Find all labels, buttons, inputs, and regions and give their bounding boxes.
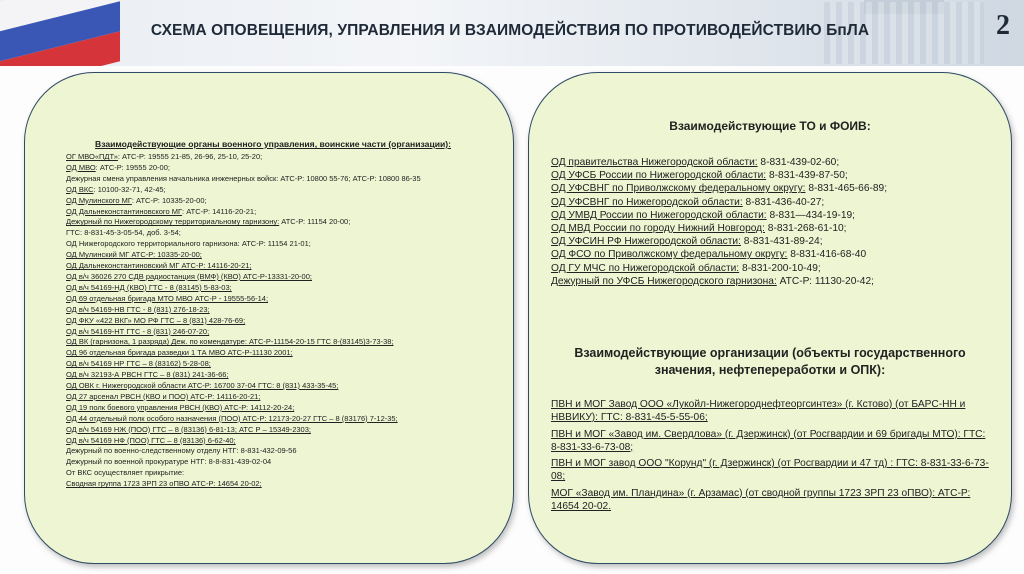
contact-line (66, 348, 506, 359)
contact-name: ОД Мулинский МГ АТС-Р: 10335-20-00; (66, 250, 202, 260)
contact-line (66, 294, 506, 305)
agency-contact (551, 209, 1001, 222)
agency-phone: 8-831-431-89-24; (740, 236, 823, 248)
agency-phone: 8-831-200-10-49; (739, 262, 821, 274)
contact-line (66, 217, 506, 228)
organization-entry: МОГ «Завод им. Пландина» (г. Арзамас) (от сводной группы 1723 ЗРП 23 оПВО): АТС-Р: 14654 20-02. (551, 487, 971, 512)
agency-name: ОД МВД России по городу Нижний Новгород: (551, 223, 765, 235)
contact-line (66, 261, 506, 272)
contact-details: ОД Нижегородского территориального гарнизона: АТС-Р: 11154 21-01; (66, 239, 311, 249)
contact-line (66, 468, 506, 479)
contact-line (66, 327, 506, 338)
military-contacts-panel (24, 72, 514, 564)
contact-line (66, 185, 506, 196)
contact-line (66, 239, 506, 250)
agency-phone: 8-831-465-66-89; (805, 183, 888, 195)
agency-contact (551, 248, 1001, 261)
contact-line (66, 436, 506, 447)
contact-details: : 10100-32-71, 42-45; (93, 184, 166, 194)
contact-name: ОД 44 отдельный полк особого назначения (ПОО) АТС-Р: 12173-20-27 ГТС – 8 (83176) 7-12-35; (66, 413, 398, 423)
contact-line (66, 228, 506, 239)
contact-name: Сводная группа 1723 ЗРП 23 оПВО АТС-Р: 14654 20-02; (66, 479, 262, 489)
contact-line (66, 403, 506, 414)
agency-name: ОД УФСИН РФ Нижегородской области: (551, 236, 741, 248)
contact-line (66, 250, 506, 261)
contact-line (66, 196, 506, 207)
contact-name: ОД в/ч 32193-А РВСН ГТС – 8 (831) 241-36-66; (66, 370, 229, 380)
contact-name: ОД в/ч 54169-НД (КВО) ГТС - 8 (83145) 5-83-03; (66, 282, 232, 292)
contact-line (66, 152, 506, 163)
contact-details: Дежурная смена управления начальника инженерных войск: АТС-Р: 10800 55-76; АТС-Р: 10800 86-35 (66, 173, 421, 183)
contact-line (66, 457, 506, 468)
contact-name: ОД в/ч 54169 НФ (ПОО) ГТС – 8 (83136) 6-62-40; (66, 435, 236, 445)
agency-name: ОД ГУ МЧС по Нижегородской области: (551, 262, 740, 274)
contact-line (66, 174, 506, 185)
agency-phone: 8-831-416-68-40 (787, 249, 867, 261)
contact-details: : АТС-Р: 14116-20-21; (182, 206, 257, 216)
agency-name: ОД УФСВНГ по Нижегородской области: (551, 196, 743, 208)
agency-contact (551, 235, 1001, 248)
contact-name: ОД в/ч 54169-НТ ГТС - 8 (831) 246-07-20; (66, 326, 210, 336)
agencies-contacts-list (551, 156, 1001, 288)
agency-name: Дежурный по УФСБ Нижегородского гарнизона: (551, 275, 777, 287)
contact-line (66, 163, 506, 174)
contact-details: ГТС: 8-831-45-3-05-54, доб. 3-54; (66, 228, 181, 238)
agency-phone: 8-831-439-87-50; (766, 170, 848, 182)
agency-contact (551, 196, 1001, 209)
contact-name: ОД 27 арсенал РВСН (КВО и ПОО) АТС-Р: 14116-20-21; (66, 391, 261, 401)
contact-name: ОД ФКУ «422 ВКГ» МО РФ ГТС – 8 (831) 428-76-69; (66, 315, 246, 325)
slide-header (0, 0, 1024, 66)
contact-name: ОД ВК (гарнизона, 1 разряда) Деж. по комендатуре: АТС-Р-11154-20-15 ГТС 8-(83145)3-73-38; (66, 337, 394, 347)
agency-contact (551, 262, 1001, 275)
contact-line (66, 381, 506, 392)
slide-number: 2 (996, 10, 1010, 41)
agency-name: ОД УФСВНГ по Приволжскому федеральному округу: (551, 183, 806, 195)
agency-contact (551, 182, 1001, 195)
agencies-panel (528, 72, 1012, 564)
contact-details: : АТС-Р: 19555 21-85, 26-96, 25-10, 25-20; (117, 152, 263, 161)
contact-name: ОД Дальнеконстантиновский МГ АТС-Р: 14116-20-21; (66, 261, 252, 271)
contact-details: Дежурный по военно-следственному отделу НТГ: 8-831-432-09-56 (66, 446, 297, 456)
contact-name: Дежурный по Нижегородскому территориальному гарнизону: (66, 217, 280, 227)
contact-line (66, 392, 506, 403)
agency-phone: 8-831-268-61-10; (764, 223, 847, 235)
contact-line (66, 337, 506, 348)
agency-contact (551, 156, 1001, 169)
contact-line (66, 479, 506, 490)
contact-name: ОД 19 полк боевого управления РВСН (КВО) АТС-Р: 14112-20-24; (66, 402, 295, 412)
organization-entry: ПВН и МОГ Завод ООО «Лукойл-Нижегороднефтеоргсинтез» (г. Кстово) (от БАРС-НН и НВВИКУ): ГТС: 8-831-45-5-55-06; (551, 399, 966, 423)
contact-details: АТС-Р: 11154 20-00; (279, 217, 351, 227)
agency-name: ОД ФСО по Приволжскому федеральному округу: (551, 249, 788, 261)
contact-line (66, 305, 506, 316)
contact-line (66, 370, 506, 381)
russian-flag-icon (0, 0, 120, 66)
agencies-heading: Взаимодействующие ТО и ФОИВ: (669, 119, 871, 133)
agency-name: ОД УФСБ России по Нижегородской области: (551, 170, 767, 182)
contact-name: ОД МВО (66, 162, 96, 172)
contact-name: ОД ОВК г. Нижегородской области АТС-Р: 16700 37-04 ГТС: 8 (831) 433-35-45; (66, 381, 339, 391)
contact-line (66, 283, 506, 294)
military-contacts-list (66, 152, 506, 490)
contact-line (66, 207, 506, 218)
contact-line (66, 359, 506, 370)
agency-name: ОД УМВД России по Нижегородской области: (551, 209, 767, 221)
contact-line (66, 446, 506, 457)
agency-name: ОД правительства Нижегородской области: (551, 157, 758, 168)
contact-name: ОД Дальнеконстантиновского МГ (66, 206, 183, 216)
contact-details: : АТС-Р: 10335-20-00; (131, 195, 207, 205)
contact-line (66, 272, 506, 283)
contact-name: ОГ МВО«ПДТ» (66, 152, 118, 161)
organizations-heading: Взаимодействующие организации (объекты государственного значения, нефтепереработки и ОПК): (574, 346, 966, 377)
contact-details: Дежурный по военной прокуратуре НТГ: 8-8-831-439-02-04 (66, 457, 272, 467)
contact-line (66, 414, 506, 425)
contact-line (66, 425, 506, 436)
agency-phone: 8-831-436-40-27; (742, 196, 825, 208)
contact-name: ОД 69 отдельная бригада МТО МВО АТС-Р - 19555-56-14; (66, 293, 269, 303)
organizations-list (551, 398, 991, 516)
contact-name: ОД ВКС (66, 184, 94, 194)
agency-phone: АТС-Р: 11130-20-42; (776, 275, 874, 287)
contact-name: ОД в/ч 36026 270 СДВ радиостанция (ВМФ) (КВО) АТС-Р-13331-20-00; (66, 271, 312, 281)
agency-phone: 8-831-439-02-60; (757, 157, 840, 168)
contact-name: ОД в/ч 54169-НВ ГТС - 8 (831) 276-18-23; (66, 304, 210, 314)
left-panel-heading: Взаимодействующие органы военного управления, воинские части (организации): (95, 139, 452, 149)
agency-contact (551, 169, 1001, 182)
contact-details: От ВКС осуществляет прикрытие: (66, 468, 185, 478)
contact-name: ОД Мулинского МГ (66, 195, 132, 205)
organization-entry: ПВН и МОГ «Завод им. Свердлова» (г. Дзержинск) (от Росгвардии и 69 бригады МТО): ГТС: 8-831-33-6-73-08; (551, 428, 986, 453)
contact-name: ОД в/ч 54169 НЖ (ПОО) ГТС – 8 (83136) 6-81-13; АТС Р – 15349-2303; (66, 424, 311, 434)
agency-contact (551, 275, 1001, 288)
contact-line (66, 316, 506, 327)
agency-contact (551, 222, 1001, 235)
contact-details: : АТС-Р: 19555 20-00; (95, 162, 170, 172)
contact-name: ОД 96 отдельная бригада разведки 1 ТА МВО АТС-Р-11130 2001; (66, 348, 293, 358)
organization-entry: ПВН и МОГ завод ООО "Корунд" (г. Дзержинск) (от Росгвардии и 47 тд) : ГТС: 8-831-33-6-73-08; (551, 458, 989, 482)
agency-phone: 8-831—434-19-19; (766, 209, 855, 221)
page-title: СХЕМА ОПОВЕЩЕНИЯ, УПРАВЛЕНИЯ И ВЗАИМОДЕЙСТВИЯ ПО ПРОТИВОДЕЙСТВИЮ БпЛА (150, 22, 870, 39)
contact-name: ОД в/ч 54169 НР ГТС – 8 (83162) 5-28-08; (66, 359, 211, 369)
